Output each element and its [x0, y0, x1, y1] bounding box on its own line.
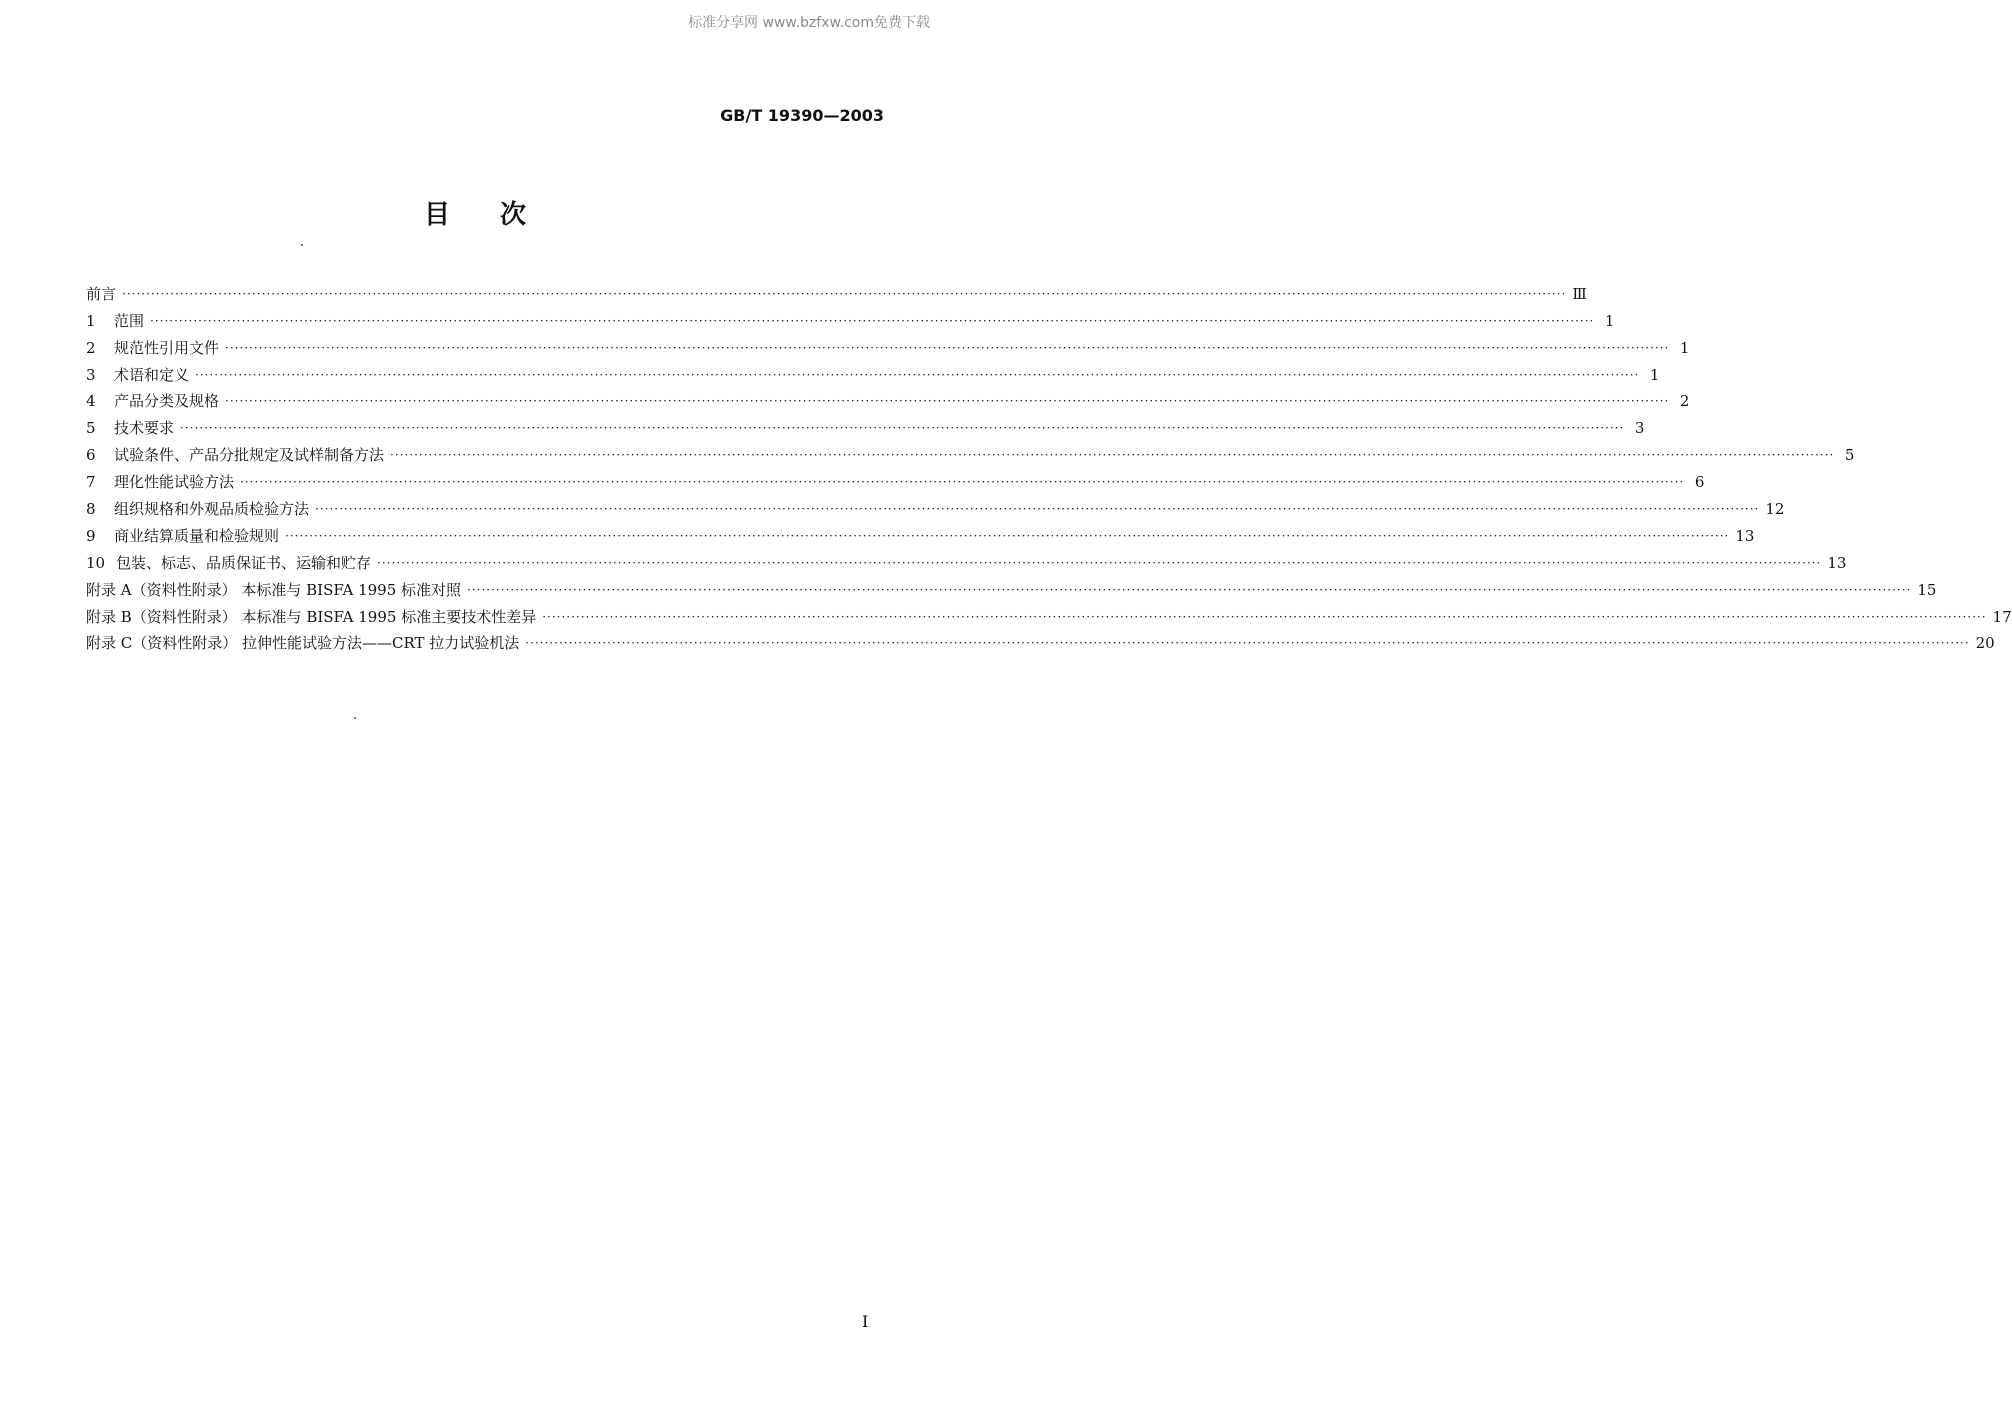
toc-entry-number: 3 — [86, 365, 96, 384]
watermark: 标准分享网 www.bzfxw.com免费下载 — [688, 15, 930, 31]
toc-entry-page: 15 — [1917, 580, 1937, 599]
toc-entry-label: 试验条件、产品分批规定及试样制备方法 — [114, 446, 385, 465]
toc-entry[interactable] — [86, 547, 1847, 574]
toc-entry-page: 5 — [1844, 446, 1855, 465]
toc-entry-number: 5 — [86, 419, 96, 438]
toc-entry-number: 10 — [86, 553, 106, 572]
toc-leader-dots: ············································································································································································································································································································ — [122, 286, 1567, 301]
toc-entry[interactable] — [86, 466, 1705, 493]
toc-leader-dots: ············································································································································································································································································································ — [240, 475, 1685, 490]
toc-entry[interactable] — [86, 574, 1937, 601]
toc-leader-dots: ············································································································································································································································································································ — [525, 636, 1970, 651]
toc-entry-number: 1 — [86, 311, 96, 330]
toc-entry[interactable] — [86, 601, 2012, 628]
toc-entry-label: 包装、标志、品质保证书、运输和贮存 — [116, 553, 372, 572]
toc-leader-dots: ············································································································································································································································································································ — [195, 367, 1640, 382]
toc-entry-page: 6 — [1694, 473, 1705, 492]
toc-entry-label: 规范性引用文件 — [114, 338, 220, 357]
page-number: I — [862, 1312, 869, 1331]
toc-entry-number: 8 — [86, 500, 96, 519]
toc-entry-page: Ⅲ — [1572, 284, 1587, 303]
toc-leader-dots: ············································································································································································································································································································ — [390, 448, 1835, 463]
toc-entry-page: 13 — [1827, 553, 1847, 572]
toc-entry[interactable] — [86, 386, 1690, 413]
toc-leader-dots: ············································································································································································································································································································ — [315, 502, 1760, 517]
toc-entry-label: 附录 C（资料性附录） 拉伸性能试验方法——CRT 拉力试验机法 — [86, 634, 520, 653]
toc-entry[interactable] — [86, 493, 1785, 520]
standard-code: GB/T 19390—2003 — [720, 106, 884, 125]
toc-leader-dots: ············································································································································································································································································································ — [180, 421, 1625, 436]
scan-speck — [301, 244, 303, 246]
toc-entry-label: 附录 A（资料性附录） 本标准与 BISFA 1995 标准对照 — [86, 580, 462, 599]
toc-entry-number: 4 — [86, 392, 96, 411]
toc-entry-number: 9 — [86, 526, 96, 545]
toc-entry-page: 1 — [1604, 311, 1615, 330]
toc-entry-page: 3 — [1634, 419, 1645, 438]
toc-entry-number: 7 — [86, 473, 96, 492]
toc-entry-page: 2 — [1679, 392, 1690, 411]
toc-entry-number: 2 — [86, 338, 96, 357]
toc-leader-dots: ············································································································································································································································································································ — [225, 340, 1670, 355]
toc-entry-page: 12 — [1765, 500, 1785, 519]
toc-entry-label: 范围 — [114, 311, 145, 330]
toc-entry-page: 17 — [1992, 607, 2012, 626]
toc-leader-dots: ············································································································································································································································································································ — [542, 609, 1987, 624]
toc-entry[interactable] — [86, 305, 1615, 332]
toc-entry-label: 术语和定义 — [114, 365, 190, 384]
toc-leader-dots: ············································································································································································································································································································ — [225, 394, 1670, 409]
toc-entry-label: 附录 B（资料性附录） 本标准与 BISFA 1995 标准主要技术性差异 — [86, 607, 537, 626]
toc-entry-label: 前言 — [86, 284, 117, 303]
toc-entry[interactable] — [86, 278, 1587, 305]
toc-entry-label: 组织规格和外观品质检验方法 — [114, 500, 310, 519]
toc-leader-dots: ············································································································································································································································································································ — [150, 313, 1595, 328]
toc-leader-dots: ············································································································································································································································································································ — [377, 555, 1822, 570]
toc-entry-page: 20 — [1975, 634, 1995, 653]
toc-leader-dots: ············································································································································································································································································································ — [467, 582, 1912, 597]
toc-entry-page: 1 — [1649, 365, 1660, 384]
toc-entry[interactable] — [86, 628, 1995, 655]
toc-entry[interactable] — [86, 520, 1755, 547]
toc-entry-number: 6 — [86, 446, 96, 465]
toc-entry[interactable] — [86, 332, 1690, 359]
toc-entry-page: 13 — [1735, 526, 1755, 545]
toc-entry[interactable] — [86, 412, 1645, 439]
toc-entry-label: 理化性能试验方法 — [114, 473, 235, 492]
toc-entry-label: 技术要求 — [114, 419, 175, 438]
table-of-contents — [86, 278, 2012, 654]
toc-entry-label: 产品分类及规格 — [114, 392, 220, 411]
toc-entry-page: 1 — [1679, 338, 1690, 357]
toc-entry[interactable] — [86, 439, 1855, 466]
toc-leader-dots: ············································································································································································································································································································ — [285, 528, 1730, 543]
toc-entry-label: 商业结算质量和检验规则 — [114, 526, 280, 545]
scan-speck — [354, 717, 356, 719]
toc-entry[interactable] — [86, 359, 1660, 386]
page-title: 目次 — [423, 200, 576, 230]
